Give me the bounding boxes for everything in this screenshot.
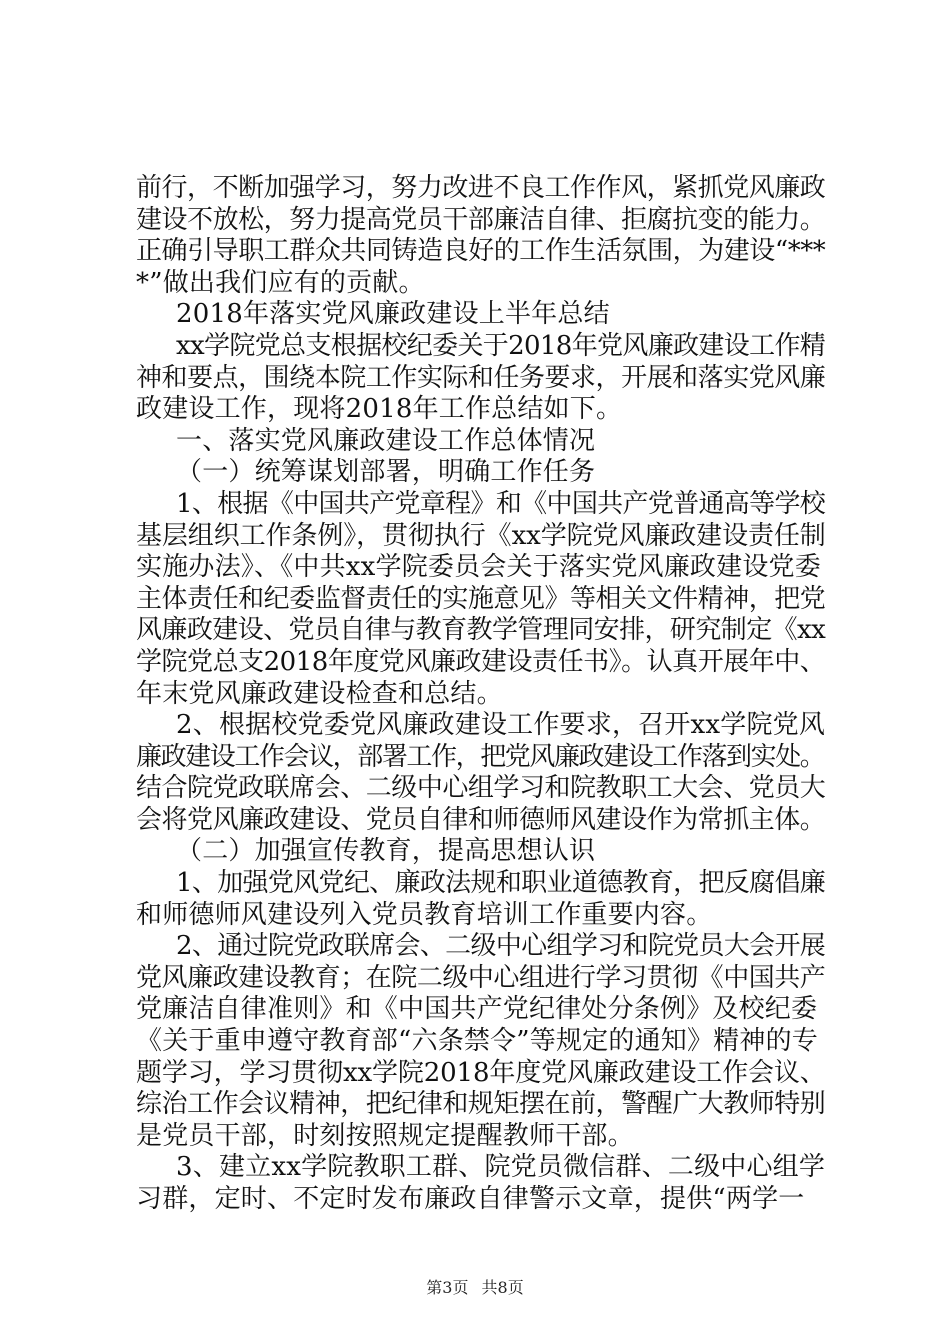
text-line: 神和要点，围绕本院工作实际和任务要求，开展和落实党风廉 — [136, 362, 826, 393]
text-line: 风廉政建设、党员自律与教育教学管理同安排，研究制定《xx — [136, 615, 826, 646]
text-line: 题学习，学习贯彻xx学院2018年度党风廉政建设工作会议、 — [136, 1057, 826, 1088]
text-line: *”做出我们应有的贡献。 — [136, 267, 425, 298]
text-line: 会将党风廉政建设、党员自律和师德师风建设作为常抓主体。 — [136, 804, 826, 835]
text-line: 党风廉政建设教育；在院二级中心组进行学习贯彻《中国共产 — [136, 962, 826, 993]
text-line: 建设不放松，努力提高党员干部廉洁自律、拒腐抗变的能力。 — [136, 204, 826, 235]
text-line: 廉政建设工作会议，部署工作，把党风廉政建设工作落到实处。 — [136, 741, 825, 772]
text-line: （一）统筹谋划部署，明确工作任务 — [176, 457, 596, 488]
text-line: 一、落实党风廉政建设工作总体情况 — [176, 425, 596, 456]
text-line: 2、根据校党委党风廉政建设工作要求，召开xx学院党风 — [176, 710, 826, 741]
text-line: 《关于重申遵守教育部“六条禁令”等规定的通知》精神的专 — [136, 1026, 818, 1057]
text-line: 党廉洁自律准则》和《中国共产党纪律处分条例》及校纪委 — [136, 994, 818, 1025]
text-line: 结合院党政联席会、二级中心组学习和院教职工大会、党员大 — [136, 773, 826, 804]
text-line: 政建设工作，现将2018年工作总结如下。 — [136, 394, 623, 425]
text-line: 1、根据《中国共产党章程》和《中国共产党普通高等学校 — [176, 488, 826, 519]
page-footer — [0, 1275, 950, 1298]
text-line: 实施办法》、《中共xx学院委员会关于落实党风廉政建设党委 — [136, 552, 821, 583]
text-line: 1、加强党风党纪、廉政法规和职业道德教育，把反腐倡廉 — [176, 868, 826, 899]
text-line: 习群，定时、不定时发布廉政自律警示文章，提供“两学一 — [136, 1184, 805, 1214]
text-line: 正确引导职工群众共同铸造良好的工作生活氛围，为建设“*** — [136, 236, 826, 267]
text-line: 2、通过院党政联席会、二级中心组学习和院党员大会开展 — [176, 931, 826, 962]
text-line: 前行，不断加强学习，努力改进不良工作作风，紧抓党风廉政 — [136, 173, 826, 203]
text-line: 3、建立xx学院教职工群、院党员微信群、二级中心组学 — [176, 1152, 826, 1183]
text-line: 2018年落实党风廉政建设上半年总结 — [176, 299, 610, 330]
page-number: 第3页 — [426, 1278, 469, 1297]
text-line: 年末党风廉政建设检查和总结。 — [136, 678, 503, 709]
text-line: 基层组织工作条例》，贯彻执行《xx学院党风廉政建设责任制 — [136, 520, 826, 551]
page-total: 共8页 — [481, 1278, 524, 1297]
document-body — [136, 173, 826, 1216]
text-line: 和师德师风建设列入党员教育培训工作重要内容。 — [136, 899, 713, 930]
text-line: 综治工作会议精神，把纪律和规矩摆在前，警醒广大教师特别 — [136, 1089, 826, 1120]
text-line: 主体责任和纪委监督责任的实施意见》等相关文件精神，把党 — [136, 583, 826, 614]
text-line: 是党员干部，时刻按照规定提醒教师干部。 — [136, 1120, 634, 1151]
text-line: 学院党总支2018年度党风廉政建设责任书》。认真开展年中、 — [136, 646, 826, 677]
text-line: （二）加强宣传教育，提高思想认识 — [176, 836, 596, 867]
text-line: xx学院党总支根据校纪委关于2018年党风廉政建设工作精 — [176, 330, 826, 361]
